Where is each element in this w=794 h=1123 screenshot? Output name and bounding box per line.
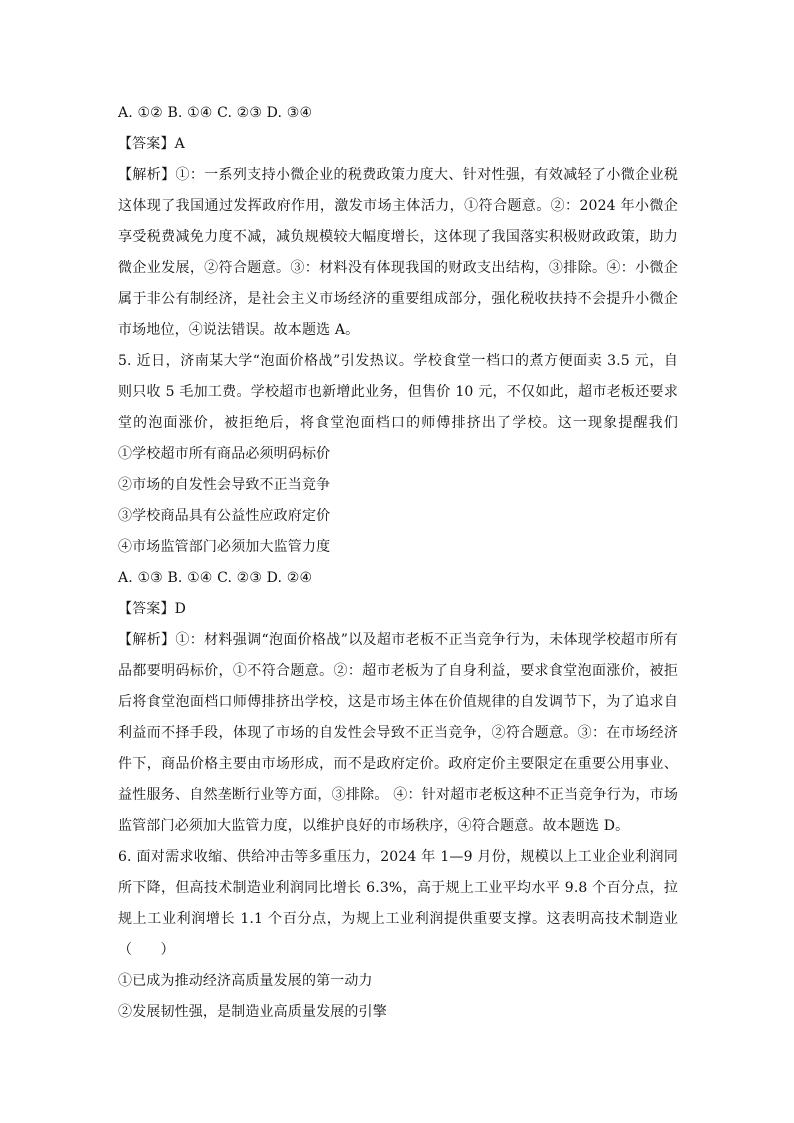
analysis-q5-line-7: 监管部门必须加大监管力度，以维护良好的市场秩序，④符合题意。故本题选 D。 bbox=[118, 818, 630, 834]
q5-statement-3: ③学校商品具有公益性应政府定价 bbox=[118, 508, 331, 524]
analysis-q5-line-1: 【解析】①：材料强调“泡面价格战”以及超市老板不正当竞争行为，未体现学校超市所有 bbox=[118, 632, 678, 648]
analysis-q5-line-6: 益性服务、自然垄断行业等方面，③排除。 ④：针对超市老板这种不正当竞争行为，市场 bbox=[118, 787, 678, 803]
options-q5: A. ①③ B. ①④ C. ②③ D. ②④ bbox=[118, 570, 313, 586]
analysis-q5-line-5: 件下，商品价格主要由市场形成，而不是政府定价。政府定价主要限定在重要公用事业、 bbox=[118, 756, 678, 772]
analysis-q4-line-2: 这体现了我国通过发挥政府作用，激发市场主体活力，①符合题意。②：2024 年小微企 bbox=[118, 198, 678, 214]
analysis-q4-line-1: 【解析】①：一系列支持小微企业的税费政策力度大、针对性强，有效减轻了小微企业税 bbox=[118, 167, 678, 183]
answer-q4: 【答案】A bbox=[118, 136, 185, 152]
question-6-line-3: 规上工业利润增长 1.1 个百分点，为规上工业利润提供重要支撑。这表明高技术制造业 bbox=[118, 911, 678, 927]
question-5-line-2: 则只收 5 毛加工费。学校超市也新增此业务，但售价 10 元，不仅如此，超市老板还要求 bbox=[118, 384, 678, 400]
question-6-line-4: （ ） bbox=[118, 942, 175, 958]
analysis-q4-line-6: 市场地位，④说法错误。故本题选 A。 bbox=[118, 322, 360, 338]
question-6-line-2: 所下降，但高技术制造业利润同比增长 6.3%，高于规上工业平均水平 9.8 个百分点，拉 bbox=[118, 880, 678, 896]
analysis-q4-line-5: 属于非公有制经济，是社会主义市场经济的重要组成部分，强化税收扶持不会提升小微企 bbox=[118, 291, 678, 307]
question-5-line-3: 堂的泡面涨价，被拒绝后，将食堂泡面档口的师傅排挤出了学校。这一现象提醒我们 bbox=[118, 415, 678, 431]
q5-statement-2: ②市场的自发性会导致不正当竞争 bbox=[118, 477, 331, 493]
analysis-q5-line-2: 品都要明码标价，①不符合题意。②：超市老板为了自身利益，要求食堂泡面涨价，被拒 bbox=[118, 663, 678, 679]
q6-statement-1: ①已成为推动经济高质量发展的第一动力 bbox=[118, 973, 373, 989]
analysis-q5-line-4: 利益而不择手段，体现了市场的自发性会导致不正当竞争，②符合题意。③：在市场经济 bbox=[118, 725, 678, 741]
analysis-q5-line-3: 后将食堂泡面档口师傅排挤出学校，这是市场主体在价值规律的自发调节下，为了追求自 bbox=[118, 694, 678, 710]
question-6-line-1: 6. 面对需求收缩、供给冲击等多重压力，2024 年 1—9 月份，规模以上工业企业利润同 bbox=[118, 849, 678, 865]
q5-statement-4: ④市场监管部门必须加大监管力度 bbox=[118, 539, 331, 555]
options-q4: A. ①② B. ①④ C. ②③ D. ③④ bbox=[118, 105, 313, 121]
question-5-line-1: 5. 近日，济南某大学“泡面价格战”引发热议。学校食堂一档口的煮方便面卖 3.5 元，自 bbox=[118, 353, 678, 369]
q5-statement-1: ①学校超市所有商品必须明码标价 bbox=[118, 446, 331, 462]
analysis-q4-line-4: 微企业发展，②符合题意。③：材料没有体现我国的财政支出结构，③排除。④：小微企 bbox=[118, 260, 678, 276]
answer-q5: 【答案】D bbox=[118, 601, 186, 617]
q6-statement-2: ②发展韧性强，是制造业高质量发展的引擎 bbox=[118, 1004, 387, 1020]
analysis-q4-line-3: 享受税费减免力度不减，减负规模较大幅度增长，这体现了我国落实积极财政政策，助力 bbox=[118, 229, 678, 245]
